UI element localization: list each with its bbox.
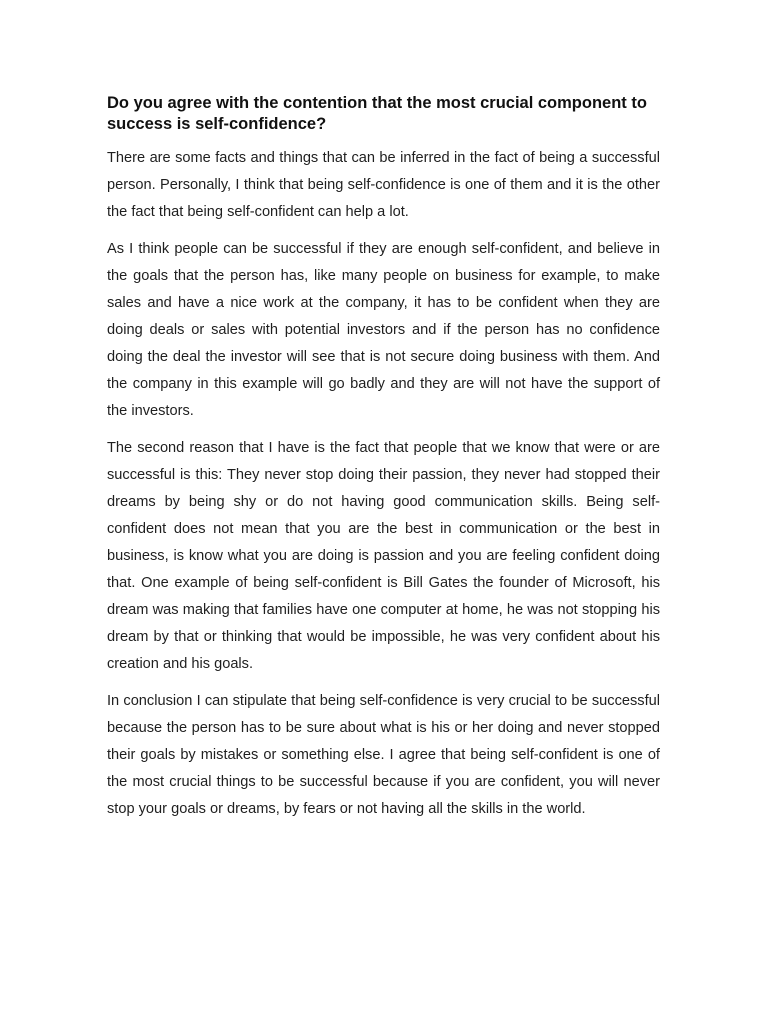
document-title: Do you agree with the contention that the most crucial component to success is self-confidence? xyxy=(107,94,647,133)
paragraph-second-reason: The second reason that I have is the fact that people that we know that were or are successful is this: They never stop doing their passion, they never had stopped their dreams by being shy or do not having good communication skills. Being self-confident does not mean that you are the best in communication or the best in business, is know what you are doing is passion and you are feeling confident doing that. One example of being self-confident is Bill Gates the founder of Microsoft, his dream was making that families have one computer at home, he was not stopping his dream by that or thinking that would be impossible, he was very confident about his creation and his goals. xyxy=(107,440,660,672)
document-page xyxy=(107,93,660,833)
paragraph-intro: There are some facts and things that can be inferred in the fact of being a successful person. Personally, I think that being self-confidence is one of them and it is the other the fact that being self-confident can help a lot. xyxy=(107,150,660,220)
paragraph-first-reason: As I think people can be successful if they are enough self-confident, and believe in the goals that the person has, like many people on business for example, to make sales and have a nice work at the company, it has to be confident when they are doing deals or sales with potential investors and if the person has no confidence doing the deal the investor will see that is not secure doing business with them. And the company in this example will go badly and they are will not have the support of the investors. xyxy=(107,241,660,419)
paragraph-conclusion: In conclusion I can stipulate that being self-confidence is very crucial to be successful because the person has to be sure about what is his or her doing and never stopped their goals by mistakes or something else. I agree that being self-confident is one of the most crucial things to be successful because if you are confident, you will never stop your goals or dreams, by fears or not having all the skills in the world. xyxy=(107,693,660,817)
